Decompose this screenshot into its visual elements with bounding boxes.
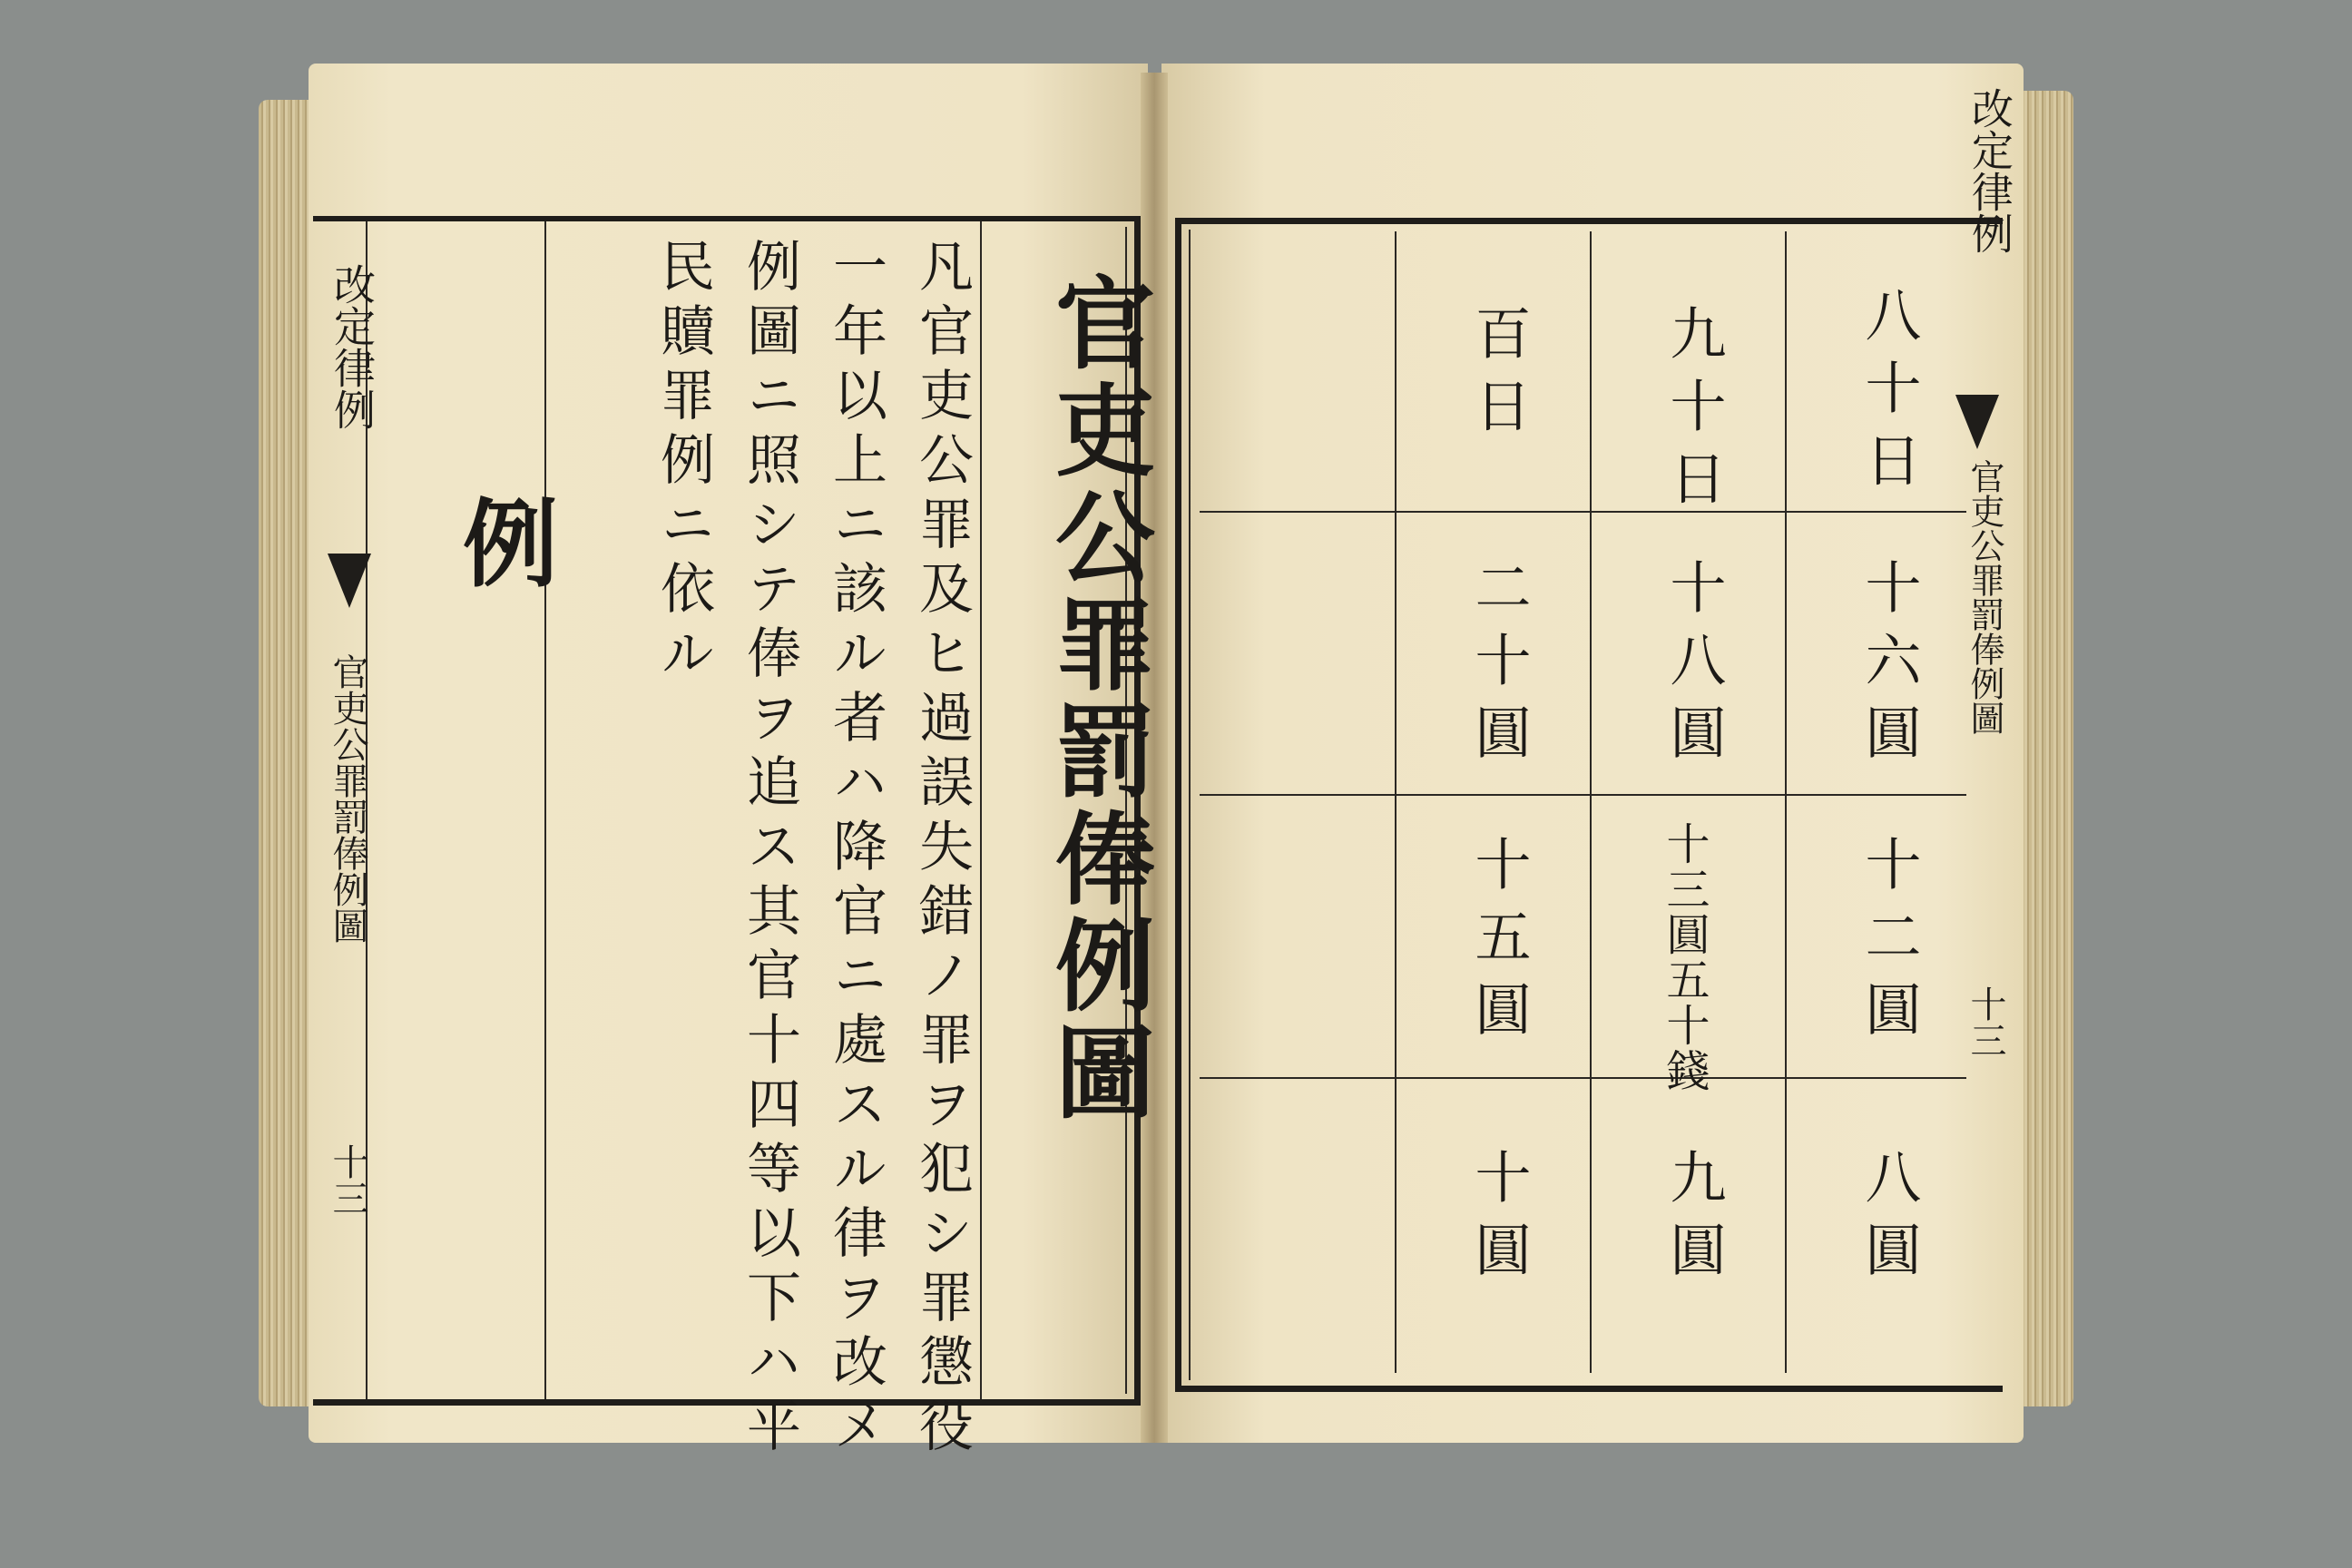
spine-title: 改定律例: [1965, 87, 2014, 254]
table-cell: 十八圓: [1661, 558, 1727, 776]
spine-section: 官吏公罪罰俸例圖: [327, 653, 368, 944]
spine-folio: 十三: [327, 1143, 368, 1216]
table-cell: 八十日: [1856, 286, 1922, 504]
spine-folio: 十三: [1965, 985, 2006, 1058]
body-line-2: 一年以上ニ該ル者ハ降官ニ處スル律ヲ改メ: [824, 238, 887, 1462]
body-line-4: 民贖罪例ニ依ル: [652, 238, 715, 689]
table-cell: 十二圓: [1856, 835, 1922, 1053]
spine-section: 官吏公罪罰俸例圖: [1965, 459, 2004, 735]
fish-tail-mark: [1955, 395, 1999, 449]
fine-table: [1200, 231, 1966, 1373]
left-page-frame: [313, 216, 1156, 1462]
right-page-frame: [1175, 218, 2003, 1392]
table-cell: 十圓: [1465, 1148, 1532, 1293]
body-line-1: 凡官吏公罪及ヒ過誤失錯ノ罪ヲ犯シ罪懲役: [910, 238, 974, 1462]
table-cell: 八圓: [1856, 1148, 1922, 1293]
table-cell: 十三圓五十錢: [1659, 821, 1710, 1093]
section-heading: 例: [447, 494, 560, 589]
body-line-3: 例圖ニ照シテ俸ヲ追ス其官十四等以下ハ平: [738, 238, 801, 1462]
table-cell: 十五圓: [1465, 835, 1532, 1053]
table-cell: 百日: [1465, 304, 1532, 449]
table-cell: 十六圓: [1856, 558, 1922, 776]
page-title: 官吏公罪罰俸例圖: [1039, 271, 1156, 1128]
right-spine-strip: [1960, 69, 2014, 1474]
table-cell: 二十圓: [1465, 558, 1532, 776]
left-spine-strip: [322, 227, 377, 1394]
spine-title: 改定律例: [328, 263, 377, 430]
fish-tail-mark: [328, 554, 371, 608]
table-cell: 九十日: [1661, 304, 1727, 522]
open-book: [259, 64, 2073, 1479]
table-cell: 九圓: [1661, 1148, 1727, 1293]
